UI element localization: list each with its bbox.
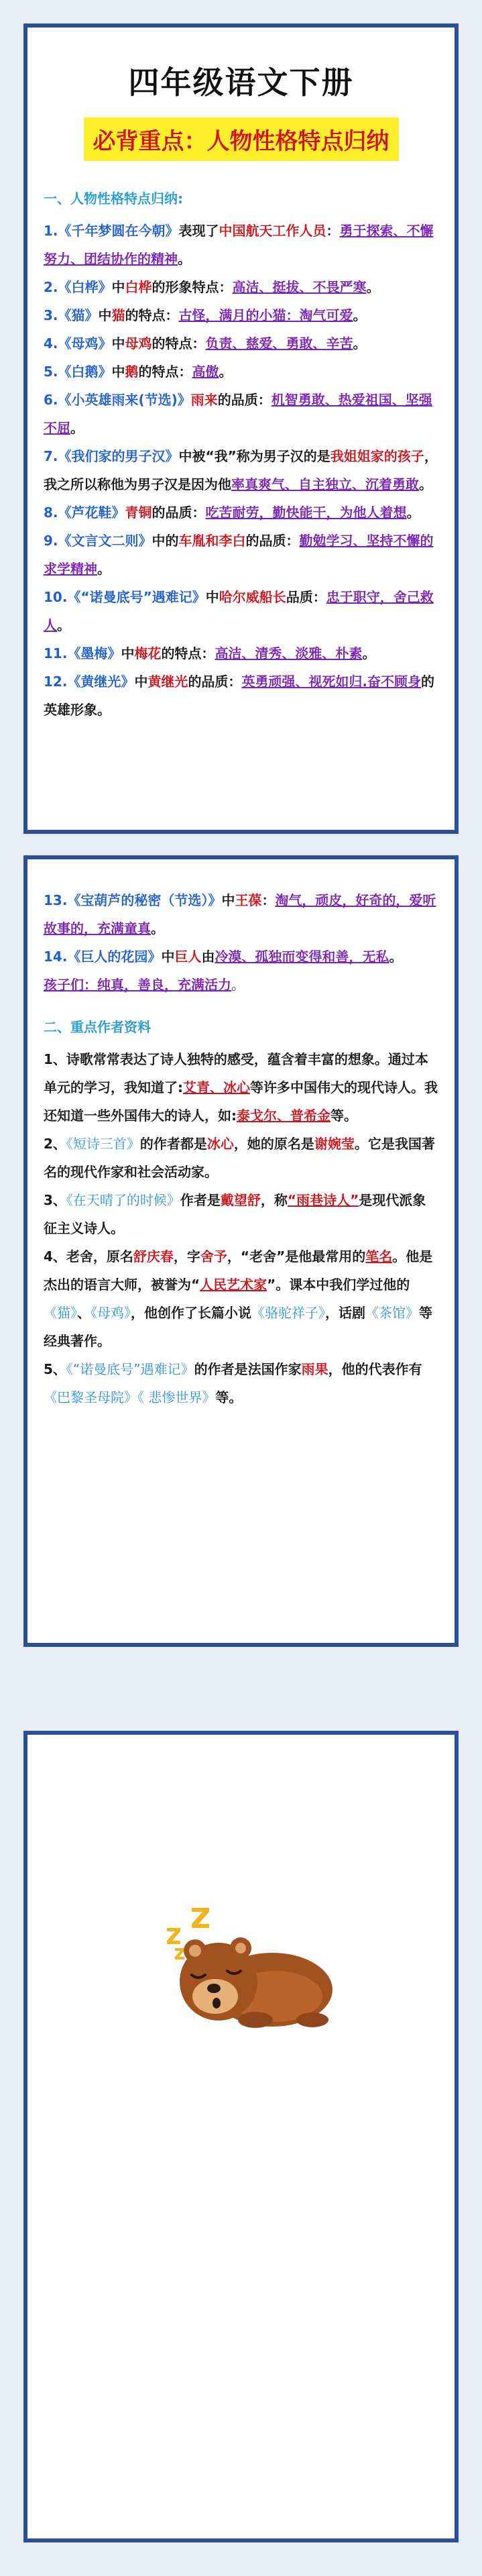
list-item: 4.《母鸡》中母鸡的特点：负责、慈爱、勇敢、辛苦。	[44, 335, 367, 352]
list-item: 9.《文言文二则》中的车胤和李白的品质：勤勉学习、坚持不懈的求学精神。	[44, 533, 434, 577]
trait-list-part2	[44, 886, 438, 971]
list-item-kids: 孩子们：纯真，善良，充满活力。	[44, 977, 245, 993]
list-item: 7.《我们家的男子汉》中被“我”称为男子汉的是我姐姐家的孩子，我之所以称他为男子汉是因为他率真爽气、自主独立、沉着勇敢。	[44, 448, 438, 492]
content-card-1	[23, 23, 459, 834]
subtitle-banner: 必背重点：人物性格特点归纳	[84, 117, 399, 161]
list-item: 12.《黄继光》中黄继光的品质：英勇顽强、视死如归.奋不顾身的英雄形象。	[44, 674, 435, 718]
list-item: 11.《墨梅》中梅花的特点：高洁、清秀、淡雅、朴素。	[44, 645, 376, 661]
trait-list-part1	[44, 217, 438, 724]
author-item-1: 1、诗歌常常表达了诗人独特的感受，蕴含着丰富的想象。通过本单元的学习，我知道了:艾青、冰心等许多中国伟大的现代诗人。我还知道一些外国伟大的诗人，如:泰戈尔、普希金等。	[44, 1051, 438, 1124]
list-item: 10.《“诺曼底号”遇难记》中哈尔威船长品质：忠于职守，舍己救人。	[44, 589, 434, 633]
author-item-4: 4、老舍，原名舒庆春，字舍予，“老舍”是他最常用的笔名。他是杰出的语言大师，被誉为“人民艺术家”。课本中我们学过他的《猫》、《母鸡》，他创作了长篇小说《骆驼祥子》，话剧《茶馆》等经典著作。	[44, 1248, 433, 1349]
subtitle-banner-wrap	[44, 117, 438, 161]
list-item: 3.《猫》中猫的特点：古怪，满月的小猫：淘气可爱。	[44, 307, 367, 323]
author-item-3: 3、《在天晴了的时候》作者是戴望舒，称“雨巷诗人”是现代派象征主义诗人。	[44, 1192, 426, 1236]
list-item: 2.《白桦》中白桦的形象特点：高洁、挺拔、不畏严寒。	[44, 279, 380, 295]
author-item-2: 2、《短诗三首》的作者都是冰心，她的原名是谢婉莹。它是我国著名的现代作家和社会活动家。	[44, 1136, 435, 1180]
page-title: 四年级语文下册	[128, 64, 354, 101]
list-item: 5.《白鹅》中鹅的特点：高傲。	[44, 364, 233, 380]
list-item: 14.《巨人的花园》中巨人由冷漠、孤独而变得和善，无私。	[44, 949, 403, 965]
section-title: 一、人物性格特点归纳:	[44, 191, 183, 207]
list-item: 13.《宝葫芦的秘密（节选）》中王葆：淘气，顽皮，好奇的，爱听故事的，充满童真。	[44, 892, 436, 936]
section-title-authors: 二、重点作者资料	[44, 1019, 151, 1035]
sleeping-bear-icon	[155, 1896, 343, 2043]
list-item: 8.《芦花鞋》青铜的品质：吃苦耐劳，勤快能干，为他人着想。	[44, 504, 420, 521]
list-item: 1.《千年梦圆在今朝》表现了中国航天工作人员：勇于探索、不懈努力、团结协作的精神。	[44, 223, 434, 267]
content-card-3	[23, 1731, 459, 2542]
content-card-2	[23, 855, 459, 1647]
list-item: 6.《小英雄雨来(节选)》雨来的品质：机智勇敢、热爱祖国、坚强不屈。	[44, 392, 432, 436]
author-item-5: 5、《“诺曼底号”遇难记》的作者是法国作家雨果，他的代表作有《巴黎圣母院》《 悲惨世界》等。	[44, 1361, 422, 1405]
